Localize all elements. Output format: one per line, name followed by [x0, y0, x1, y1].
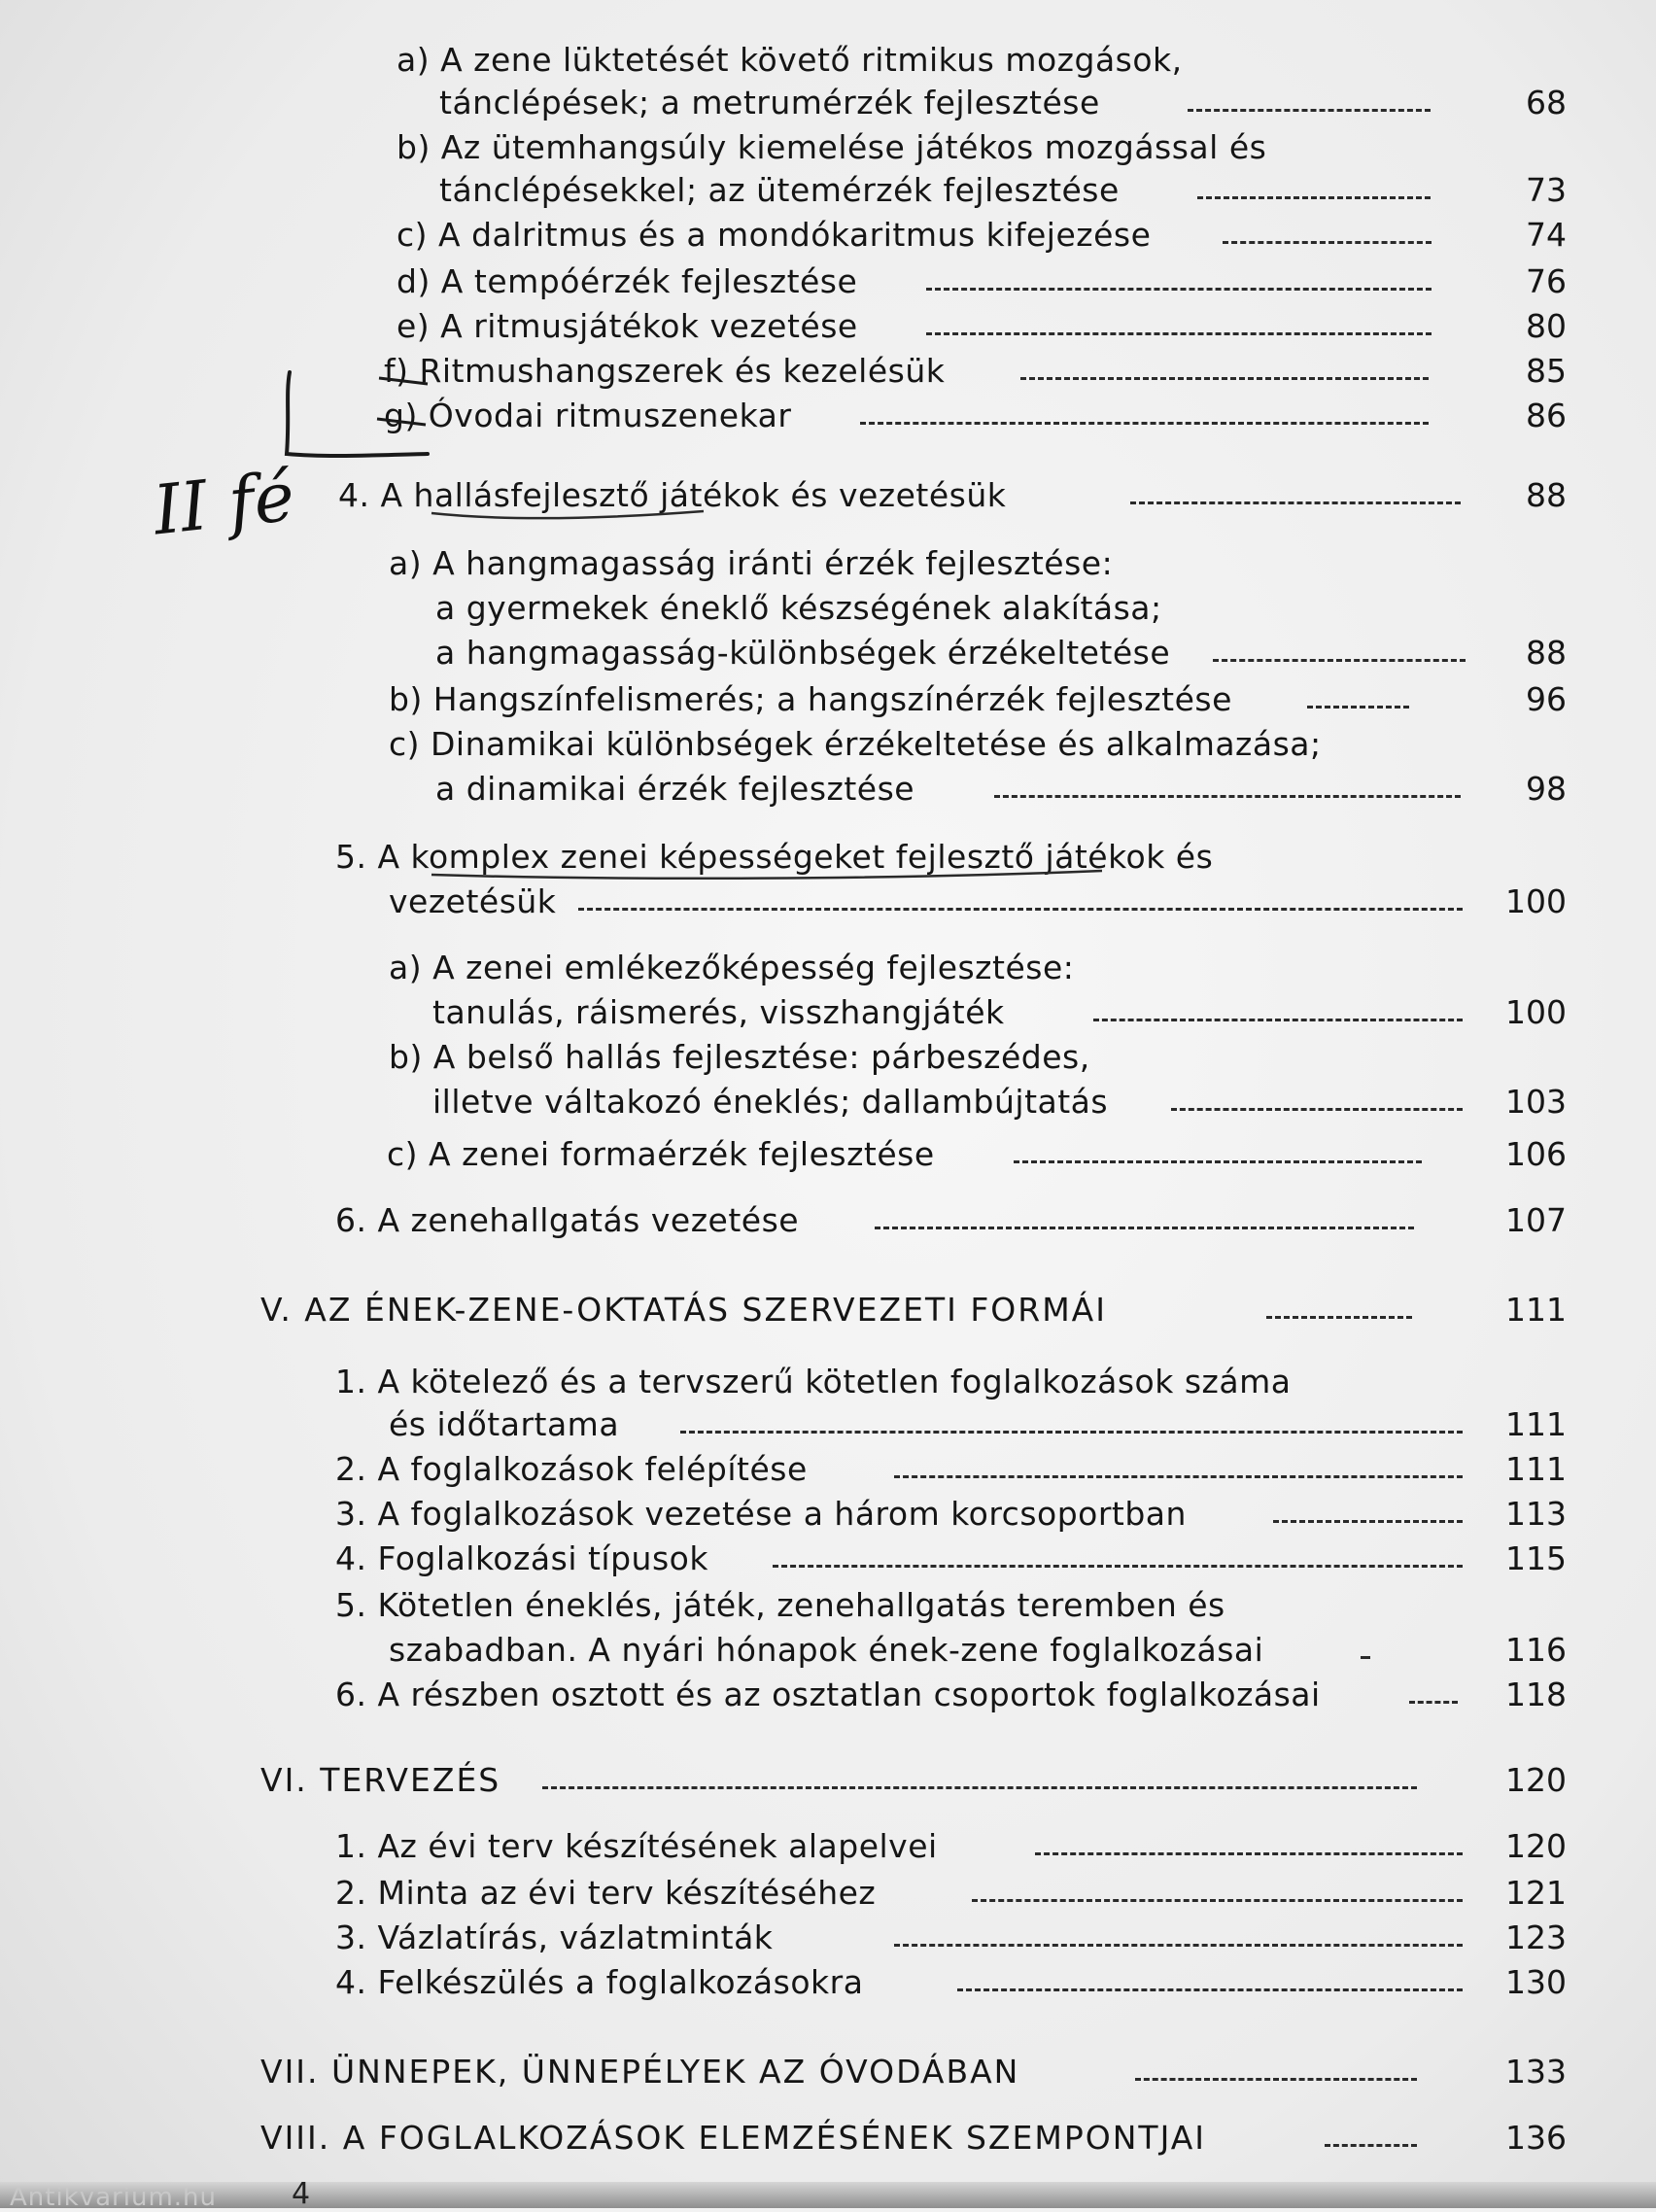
toc-entry [439, 84, 1567, 122]
toc-entry-text: 2. A foglalkozások felépítése [335, 1450, 808, 1488]
toc-entry [397, 216, 1567, 255]
toc-page-number: 111 [1505, 1450, 1567, 1488]
toc-entry [335, 1827, 1567, 1866]
toc-entry-text: illetve váltakozó éneklés; dallambújtatás [432, 1083, 1109, 1121]
toc-page-number: 113 [1505, 1495, 1567, 1533]
leader-dots [1307, 706, 1409, 709]
toc-entry [335, 1874, 1567, 1913]
toc-page-number: 100 [1505, 882, 1567, 920]
toc-entry [335, 1450, 1567, 1489]
toc-chapter-title: V. AZ ÉNEK-ZENE-OKTATÁS SZERVEZETI FORMÁI [260, 1291, 1107, 1329]
toc-entry-text: 4. A hallásfejlesztő játékok és vezetésük [338, 476, 1007, 514]
toc-entry-text: 1. Az évi terv készítésének alapelvei [335, 1827, 938, 1865]
toc-entry-text: c) A dalritmus és a mondókaritmus kifejezése [397, 216, 1152, 254]
toc-page-number: 85 [1526, 352, 1567, 390]
toc-entry-text: a hangmagasság-különbségek érzékeltetése [435, 634, 1171, 672]
toc-page-number: 136 [1505, 2119, 1567, 2157]
toc-entry [432, 993, 1567, 1032]
leader-dots [1014, 1160, 1422, 1163]
leader-dots [578, 908, 1463, 911]
toc-entry-text: c) A zenei formaérzék fejlesztése [387, 1135, 935, 1173]
leader-dots [926, 288, 1432, 291]
toc-line: b) Az ütemhangsúly kiemelése játékos mozgással és [397, 128, 1267, 166]
toc-page-number: 88 [1526, 476, 1567, 514]
toc-page-number: 130 [1505, 1963, 1567, 2001]
leader-dots [1020, 377, 1429, 380]
toc-entry [387, 1135, 1567, 1174]
toc-page-number: 68 [1526, 84, 1567, 121]
toc-entry [384, 397, 1567, 435]
toc-entry-text: 4. Felkészülés a foglalkozásokra [335, 1963, 864, 2001]
toc-page-number: 100 [1505, 993, 1567, 1031]
toc-page-number: 118 [1505, 1676, 1567, 1713]
toc-page-number: 133 [1505, 2053, 1567, 2091]
toc-line: a gyermekek éneklő készségének alakítása; [435, 589, 1162, 627]
toc-line: a) A zenei emlékezőképesség fejlesztése: [389, 949, 1075, 986]
handwritten-note: II fé [150, 456, 298, 551]
toc-page-number: 120 [1505, 1761, 1567, 1799]
toc-entry [335, 1201, 1567, 1240]
toc-entry [335, 1918, 1567, 1957]
toc-entry [439, 171, 1567, 210]
toc-entry [335, 1495, 1567, 1534]
toc-entry-text: és időtartama [389, 1405, 620, 1443]
toc-entry [389, 680, 1567, 719]
leader-dots [1093, 1019, 1463, 1021]
leader-dots [1361, 1656, 1370, 1659]
leader-dots [680, 1431, 1463, 1434]
toc-entry [335, 1539, 1567, 1578]
toc-entry-text: vezetésük [389, 882, 557, 920]
toc-page-number: 74 [1526, 216, 1567, 254]
toc-page-number: 103 [1505, 1083, 1567, 1121]
toc-entry-text: 3. A foglalkozások vezetése a három korcsoportban [335, 1495, 1187, 1533]
toc-entry-text: f) Ritmushangszerek és kezelésük [384, 352, 946, 390]
pencil-underline [428, 507, 709, 525]
toc-entry [397, 262, 1567, 301]
toc-entry [435, 770, 1567, 809]
toc-line: b) A belső hallás fejlesztése: párbeszédes, [389, 1038, 1090, 1076]
toc-entry-text: 3. Vázlatírás, vázlatminták [335, 1918, 774, 1956]
toc-entry [384, 352, 1567, 391]
toc-entry-text: tánclépések; a metrumérzék fejlesztése [439, 84, 1100, 121]
toc-entry-text: szabadban. A nyári hónapok ének-zene foglalkozásai [389, 1631, 1264, 1669]
toc-chapter-title: VIII. A FOGLALKOZÁSOK ELEMZÉSÉNEK SZEMPONTJAI [260, 2119, 1207, 2157]
leader-dots [1197, 196, 1431, 199]
toc-entry-text: e) A ritmusjátékok vezetése [397, 307, 858, 345]
toc-entry [335, 1963, 1567, 2002]
leader-dots [1135, 2078, 1417, 2081]
leader-dots [1409, 1701, 1458, 1704]
leader-dots [1325, 2144, 1417, 2147]
toc-line: a) A zene lüktetését követő ritmikus mozgások, [397, 41, 1183, 79]
toc-page-number: 115 [1505, 1539, 1567, 1577]
toc-entry-text: tánclépésekkel; az ütemérzék fejlesztése [439, 171, 1120, 209]
toc-page-number: 111 [1505, 1405, 1567, 1443]
toc-line: a) A hangmagasság iránti érzék fejlesztése: [389, 544, 1114, 582]
toc-page-number: 86 [1526, 397, 1567, 434]
toc-page-number: 107 [1505, 1201, 1567, 1239]
toc-entry-text: 6. A zenehallgatás vezetése [335, 1201, 800, 1239]
toc-page-number: 121 [1505, 1874, 1567, 1912]
toc-page-number: 123 [1505, 1918, 1567, 1956]
leader-dots [860, 422, 1429, 425]
toc-entry-text: 4. Foglalkozási típusok [335, 1539, 708, 1577]
toc-page-number: 96 [1526, 680, 1567, 718]
toc-chapter [260, 2119, 1567, 2158]
page-number: 4 [292, 2177, 311, 2211]
toc-page-number: 120 [1505, 1827, 1567, 1865]
toc-entry [389, 1631, 1567, 1670]
toc-entry-text: tanulás, ráismerés, visszhangjáték [432, 993, 1005, 1031]
leader-dots [1171, 1108, 1463, 1111]
leader-dots [957, 1988, 1463, 1991]
toc-entry [335, 1676, 1567, 1714]
toc-entry-text: g) Óvodai ritmuszenekar [384, 397, 792, 434]
toc-chapter [260, 1291, 1567, 1330]
leader-dots [875, 1227, 1414, 1229]
leader-dots [1223, 241, 1432, 244]
leader-dots [1266, 1316, 1412, 1319]
toc-page-number: 76 [1526, 262, 1567, 300]
toc-chapter [260, 1761, 1567, 1800]
toc-entry-text: a dinamikai érzék fejlesztése [435, 770, 915, 808]
leader-dots [1273, 1520, 1463, 1523]
toc-chapter-title: VI. TERVEZÉS [260, 1761, 501, 1799]
page-bottom-edge [0, 2182, 1656, 2208]
pencil-underline [428, 867, 1108, 884]
toc-page-number: 98 [1526, 770, 1567, 808]
leader-dots [1130, 501, 1461, 504]
toc-line: 5. Kötetlen éneklés, játék, zenehallgatás teremben és [335, 1586, 1225, 1624]
toc-chapter [260, 2053, 1567, 2091]
leader-dots [972, 1899, 1463, 1902]
leader-dots [926, 332, 1432, 335]
toc-entry [389, 882, 1567, 921]
toc-entry [397, 307, 1567, 346]
toc-chapter-title: VII. ÜNNEPEK, ÜNNEPÉLYEK AZ ÓVODÁBAN [260, 2053, 1020, 2091]
leader-dots [1035, 1852, 1463, 1855]
pencil-bracket-mark [272, 364, 447, 462]
toc-page-number: 116 [1505, 1631, 1567, 1669]
toc-page-number: 80 [1526, 307, 1567, 345]
toc-page-number: 88 [1526, 634, 1567, 672]
toc-page-number: 106 [1505, 1135, 1567, 1173]
toc-line: 1. A kötelező és a tervszerű kötetlen foglalkozások száma [335, 1363, 1292, 1400]
toc-entry [432, 1083, 1567, 1122]
toc-entry [389, 1405, 1567, 1444]
leader-dots [994, 795, 1461, 798]
leader-dots [542, 1786, 1417, 1789]
toc-entry [435, 634, 1567, 673]
toc-line: 5. A komplex zenei képességeket fejlesztő játékok és [335, 838, 1214, 876]
toc-entry-text: 2. Minta az évi terv készítéséhez [335, 1874, 877, 1912]
leader-dots [773, 1565, 1463, 1568]
leader-dots [894, 1475, 1463, 1478]
watermark: Antikvarium.hu [10, 2183, 217, 2212]
toc-entry-text: d) A tempóérzék fejlesztése [397, 262, 858, 300]
leader-dots [894, 1944, 1463, 1947]
toc-page-number: 111 [1505, 1291, 1567, 1329]
toc-page-number: 73 [1526, 171, 1567, 209]
toc-line: c) Dinamikai különbségek érzékeltetése és alkalmazása; [389, 725, 1322, 763]
toc-entry-text: b) Hangszínfelismerés; a hangszínérzék fejlesztése [389, 680, 1232, 718]
leader-dots [1213, 659, 1466, 662]
leader-dots [1188, 109, 1431, 112]
toc-entry-text: 6. A részben osztott és az osztatlan csoportok foglalkozásai [335, 1676, 1321, 1713]
